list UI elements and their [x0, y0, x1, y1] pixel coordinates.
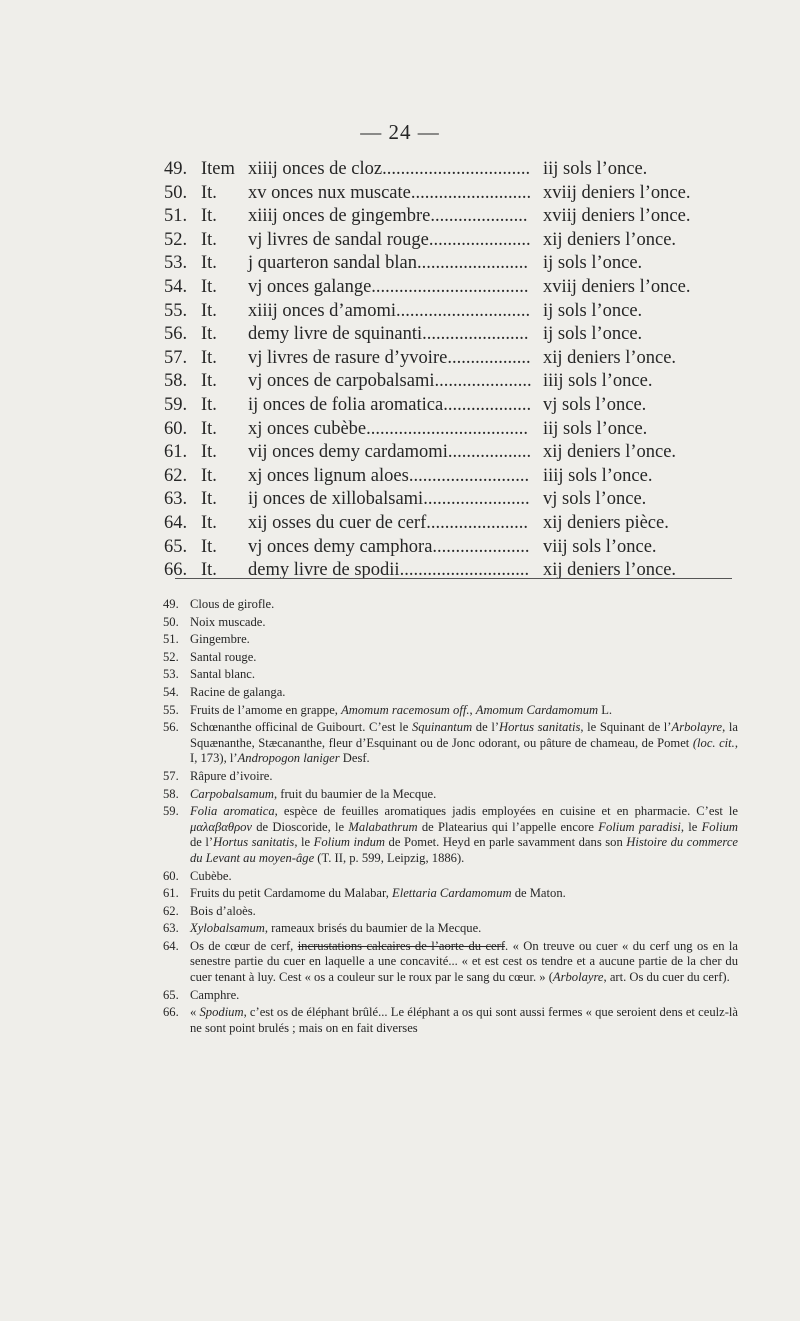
entry-number: 55. — [164, 300, 188, 321]
footnote-text — [190, 787, 738, 803]
entry-price: xij deniers l’once. — [543, 347, 677, 368]
footnote-text-run: Gingembre. — [190, 632, 250, 647]
footnote-text — [190, 720, 738, 767]
footnote-text — [190, 904, 738, 920]
inventory-entry — [164, 229, 764, 253]
entry-description: xj onces cubèbe................................... — [248, 418, 529, 439]
footnote — [163, 650, 738, 666]
entry-item-marker: It. — [201, 394, 217, 415]
footnote-number: 54. — [163, 684, 179, 699]
entry-number: 60. — [164, 418, 188, 439]
entry-item-marker: It. — [201, 489, 217, 510]
footnote-number: 60. — [163, 868, 179, 883]
entry-item-marker: It. — [201, 229, 217, 250]
entry-item-marker: It. — [201, 442, 217, 463]
entry-item-marker: It. — [201, 206, 217, 227]
footnote-italic-text: Folium — [701, 819, 738, 834]
entry-price: iij sols l’once. — [543, 418, 648, 439]
footnote-italic-text: Squinantum — [412, 720, 473, 735]
footnote-text-run: incrustations calcaires de l’aorte du cerf — [297, 938, 506, 953]
footnote-number: 55. — [163, 702, 179, 717]
inventory-entry — [164, 394, 764, 418]
footnote-text-run: (T. II, p. 599, Leipzig, 1886). — [314, 850, 465, 865]
footnote-text-run: de Platearius qui l’appelle encore — [417, 819, 599, 834]
entry-price: ij sols l’once. — [543, 253, 643, 274]
inventory-entry — [164, 488, 764, 512]
entry-item-marker: It. — [201, 276, 217, 297]
inventory-entry — [164, 536, 764, 560]
entry-item-marker: Item — [201, 159, 235, 179]
inventory-entry — [164, 441, 764, 465]
entry-description: vj onces demy camphora..................... — [248, 536, 530, 557]
entry-number: 59. — [164, 394, 188, 415]
footnote-number: 63. — [163, 921, 179, 936]
page-number: — 24 — — [360, 120, 440, 144]
footnote-italic-text: Amomum Cardamomum — [475, 702, 599, 717]
entry-price: viij sols l’once. — [543, 536, 657, 557]
entry-item-marker: It. — [201, 536, 217, 557]
footnote-text-run: , art. Os du cuer du cerf). — [603, 970, 730, 985]
footnote-text-run: « — [190, 1005, 200, 1020]
entry-description: xij osses du cuer de cerf...................... — [248, 512, 529, 533]
entry-item-marker: It. — [201, 253, 217, 274]
entry-number: 49. — [164, 159, 188, 179]
footnote-italic-text: Histoire du commerce du Levant au moyen-âge — [190, 835, 739, 865]
footnote-text-run: Fruits du petit Cardamome du Malabar, — [190, 886, 393, 901]
entry-description: xiiij onces de cloz................................ — [248, 159, 531, 179]
footnote-text-run: Camphre. — [190, 987, 240, 1002]
footnote-text-run: de Pomet. Heyd en parle savamment dans son — [385, 835, 627, 850]
footnote-text-run: , le — [294, 835, 314, 850]
footnote-text-run: Râpure d’ivoire. — [190, 768, 273, 783]
entry-number: 66. — [164, 560, 188, 581]
footnote-text-run: de Maton. — [511, 886, 566, 901]
entry-description: xiiij onces de gingembre..................... — [248, 206, 528, 227]
footnote-italic-text: Hortus sanitatis — [213, 835, 295, 850]
footnote-text — [190, 921, 738, 937]
inventory-entry — [164, 512, 764, 536]
entry-number: 63. — [164, 489, 188, 510]
entry-price: ij sols l’once. — [543, 324, 643, 345]
footnote-italic-text: Folia aromatica — [190, 804, 275, 819]
footnote-italic-text: Folium paradisi — [598, 819, 681, 834]
footnote-text — [190, 597, 738, 613]
entry-description: xiiij onces d’amomi............................. — [248, 300, 531, 321]
footnote-italic-text: Amomum racemosum off. — [341, 702, 470, 717]
entry-number: 50. — [164, 182, 188, 203]
footnote-italic-text: μαλαβαθρον — [190, 819, 252, 834]
inventory-entry — [164, 559, 764, 583]
entry-price: xij deniers l’once. — [543, 442, 677, 463]
footnote-text-run: , rameaux brisés du baumier de la Mecque. — [264, 921, 482, 936]
entry-item-marker: It. — [201, 371, 217, 392]
inventory-entry — [164, 347, 764, 371]
footnote-text-run: Schœnanthe officinal de Guibourt. C’est le — [190, 720, 412, 735]
entry-item-marker: It. — [201, 182, 217, 203]
footnote-text — [190, 869, 738, 885]
footnote-text-run: de l’ — [472, 720, 500, 735]
entry-description: demy livre de squinanti....................... — [248, 324, 529, 345]
footnote-text — [190, 703, 738, 719]
entry-description: ij onces de folia aromatica................... — [248, 394, 532, 415]
footnote — [163, 921, 738, 937]
footnote-italic-text: Spodium — [199, 1005, 244, 1020]
footnote — [163, 720, 738, 767]
entry-number: 52. — [164, 229, 188, 250]
entry-number: 57. — [164, 347, 188, 368]
footnote-number: 64. — [163, 938, 179, 953]
footnote — [163, 703, 738, 719]
entry-price: xviij deniers l’once. — [543, 276, 691, 297]
entry-number: 64. — [164, 512, 188, 533]
footnote-text-run: , fruit du baumier de la Mecque. — [273, 786, 437, 801]
footnote-italic-text: Xylobalsamum — [190, 921, 265, 936]
footnote-text-run: L. — [598, 702, 613, 717]
footnote-text-run: Santal rouge. — [190, 649, 257, 664]
footnote-italic-text: Hortus sanitatis — [499, 720, 581, 735]
entry-price: ij sols l’once. — [543, 300, 643, 321]
footnote — [163, 769, 738, 785]
footnote-text-run: , la Squænanthe, Stæcananthe, fleur d’Esquinant ou de Jonc odorant, ou pâture de chameau, de Pomet — [190, 720, 738, 750]
footnote — [163, 615, 738, 631]
inventory-entry — [164, 252, 764, 276]
entry-number: 56. — [164, 324, 188, 345]
entry-price: iiij sols l’once. — [543, 465, 653, 486]
footnote-text-run: , I, 173), l’ — [190, 735, 738, 766]
footnote-text — [190, 615, 738, 631]
footnote-text-run: Os de cœur de cerf, — [190, 938, 298, 953]
entry-price: xij deniers l’once. — [543, 229, 677, 250]
footnote-divider — [175, 578, 732, 579]
inventory-entry — [164, 418, 764, 442]
entry-item-marker: It. — [201, 347, 217, 368]
entry-number: 62. — [164, 465, 188, 486]
inventory-list — [164, 158, 764, 583]
entry-description: vij onces demy cardamomi.................. — [248, 442, 532, 463]
entry-number: 61. — [164, 442, 188, 463]
footnote-number: 59. — [163, 804, 179, 819]
footnote-italic-text: Carpobalsamum — [190, 786, 274, 801]
entry-price: vj sols l’once. — [543, 394, 647, 415]
footnote-number: 66. — [163, 1005, 179, 1020]
inventory-entry — [164, 205, 764, 229]
footnote-text-run: Noix muscade. — [190, 614, 266, 629]
footnote — [163, 1005, 738, 1036]
entry-item-marker: It. — [201, 300, 217, 321]
footnote-text-run: Clous de girofle. — [190, 597, 275, 611]
footnote — [163, 787, 738, 803]
entry-description: vj onces de carpobalsami..................... — [248, 371, 532, 392]
entry-description: vj livres de rasure d’yvoire.................. — [248, 347, 531, 368]
footnote — [163, 667, 738, 683]
inventory-entry — [164, 276, 764, 300]
footnote-text-run: de l’ — [190, 835, 214, 850]
inventory-entry — [164, 182, 764, 206]
entry-item-marker: It. — [201, 418, 217, 439]
footnote-text — [190, 886, 738, 902]
inventory-entry — [164, 465, 764, 489]
entry-item-marker: It. — [201, 512, 217, 533]
footnote-text-run: Desf. — [339, 751, 370, 766]
entry-number: 65. — [164, 536, 188, 557]
footnote-italic-text: Andropogon laniger — [237, 751, 340, 766]
entry-price: iij sols l’once. — [543, 159, 648, 179]
entry-price: xij deniers l’once. — [543, 560, 677, 581]
footnote-text — [190, 988, 738, 1004]
footnote-text — [190, 1005, 738, 1036]
footnote-italic-text: Elettaria Cardamomum — [392, 886, 512, 901]
entry-description: xv onces nux muscate.......................... — [248, 182, 532, 203]
footnote-text-run: , — [469, 702, 476, 717]
entry-price: iiij sols l’once. — [543, 371, 653, 392]
footnote-number: 61. — [163, 886, 179, 901]
footnote-number: 65. — [163, 987, 179, 1002]
footnote-number: 53. — [163, 667, 179, 682]
footnote-text — [190, 667, 738, 683]
inventory-entry — [164, 300, 764, 324]
entry-number: 54. — [164, 276, 188, 297]
entry-item-marker: It. — [201, 560, 217, 581]
footnote-number: 49. — [163, 597, 179, 611]
footnote-text-run: . « On treuve ou cuer « du cerf ung os en la senestre partie du cuer en laquelle a une concavité... « et est cest os tendre et a aucune partie de la cher du cuer tenant à luy. Cest « os a couleur sur le roux par le sang du cœur. » ( — [190, 938, 738, 985]
footnote-text-run: Santal blanc. — [190, 667, 256, 682]
footnote-text — [190, 650, 738, 666]
footnote-number: 58. — [163, 786, 179, 801]
footnote-italic-text: Arbolayre — [671, 720, 723, 735]
entry-number: 58. — [164, 371, 188, 392]
inventory-entry — [164, 158, 764, 182]
footnote-text-run: de Dioscoride, le — [252, 819, 349, 834]
footnote — [163, 904, 738, 920]
entry-price: xij deniers pièce. — [543, 512, 669, 533]
entry-description: j quarteron sandal blan........................ — [248, 253, 529, 274]
footnote-text-run: Bois d’aloès. — [190, 903, 256, 918]
footnote-text — [190, 804, 738, 866]
footnote — [163, 685, 738, 701]
footnote-italic-text: (loc. cit. — [692, 735, 735, 750]
inventory-entry — [164, 370, 764, 394]
inventory-entry — [164, 323, 764, 347]
footnote-text — [190, 939, 738, 986]
footnote-number: 51. — [163, 632, 179, 647]
footnote-text-run: Cubèbe. — [190, 868, 232, 883]
entry-item-marker: It. — [201, 324, 217, 345]
footnote-italic-text: Folium indum — [313, 835, 386, 850]
entry-description: vj onces galange.................................. — [248, 276, 529, 297]
footnote-text-run: Fruits de l’amome en grappe, — [190, 702, 342, 717]
entry-item-marker: It. — [201, 465, 217, 486]
footnote — [163, 869, 738, 885]
entry-price: xviij deniers l’once. — [543, 206, 691, 227]
footnote-number: 57. — [163, 768, 179, 783]
footnote — [163, 886, 738, 902]
footnote — [163, 597, 738, 613]
entry-description: xj onces lignum aloes.......................... — [248, 465, 530, 486]
entry-description: demy livre de spodii............................ — [248, 560, 530, 581]
footnotes — [163, 597, 738, 1038]
footnote — [163, 988, 738, 1004]
footnote-number: 52. — [163, 649, 179, 664]
footnote — [163, 632, 738, 648]
footnote-text — [190, 685, 738, 701]
footnote-number: 56. — [163, 720, 179, 735]
footnote-text-run: , c’est os de éléphant brûlé... Le éléphant a os qui sont aussi fermes « que seroient dens et ceulz-là ne sont point brulés ; mais on en fait diverses — [190, 1005, 738, 1035]
entry-description: ij onces de xillobalsami....................... — [248, 489, 530, 510]
footnote-italic-text: Malabathrum — [348, 819, 418, 834]
footnote-text-run: , espèce de feuilles aromatiques jadis employées en cuisine et en pharmacie. C’est le — [274, 804, 738, 819]
entry-number: 51. — [164, 206, 188, 227]
entry-price: xviij deniers l’once. — [543, 182, 691, 203]
footnote-text-run: , le Squinant de l’ — [580, 720, 672, 735]
footnote-text-run: Racine de galanga. — [190, 684, 286, 699]
footnote — [163, 939, 738, 986]
footnote-number: 62. — [163, 903, 179, 918]
footnote-text-run: , le — [680, 819, 702, 834]
entry-description: vj livres de sandal rouge...................... — [248, 229, 531, 250]
entry-number: 53. — [164, 253, 188, 274]
footnote-text — [190, 769, 738, 785]
footnote-italic-text: Arbolayre — [552, 970, 604, 985]
footnote — [163, 804, 738, 866]
footnote-number: 50. — [163, 614, 179, 629]
footnote-text — [190, 632, 738, 648]
entry-price: vj sols l’once. — [543, 489, 647, 510]
